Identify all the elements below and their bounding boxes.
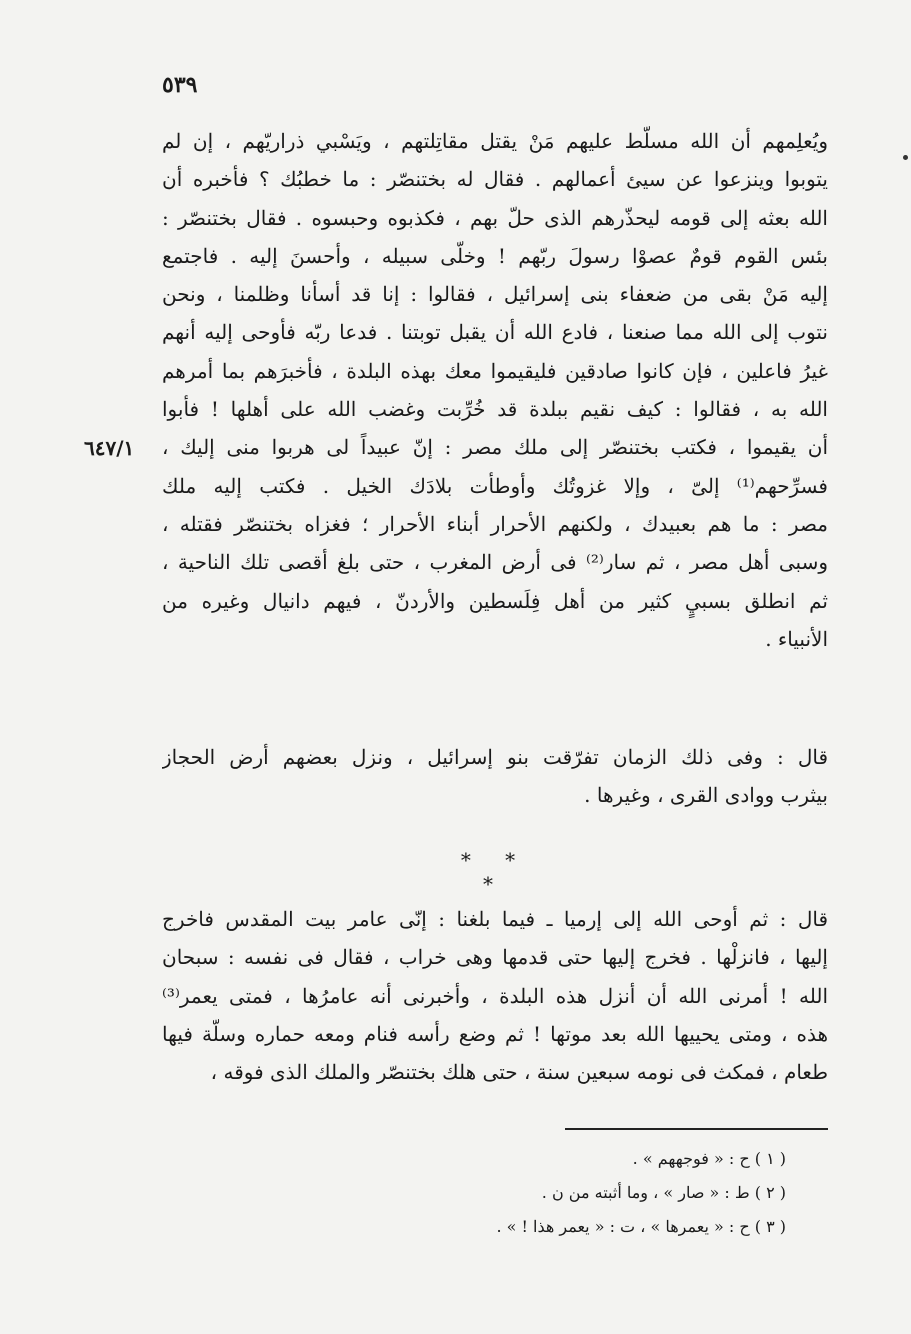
text-line: قال : وفى ذلك الزمان تفرّقت بنو إسرائيل ، ونزل بعضهم أرض الحجاز — [162, 745, 828, 769]
paragraph-3 — [162, 900, 828, 1091]
paragraph-2 — [162, 738, 828, 815]
footnote: ( ١ ) ح : « فوجههم » . — [632, 1149, 786, 1168]
page-number: ٥٣٩ — [162, 72, 198, 98]
margin-note: ٦٤٧/١ — [84, 436, 135, 460]
footnote: ( ٣ ) ح : « يعمرها » ، ت : « يعمر هذا ! » . — [496, 1217, 786, 1236]
text-line: الأنبياء . — [765, 626, 828, 651]
text-line: إليه مَنْ بقى من ضعفاء بنى إسرائيل ، فقالوا : إنا قد أسأنا وظلمنا ، ونحن — [162, 282, 828, 307]
text-line: ويُعلِمهم أن الله مسلّط عليهم مَنْ يقتل مقاتِلتهم ، ويَسْبي ذراريّهم ، إن لم — [162, 129, 828, 153]
text-line: بيثرب ووادى القرى ، وغيرها . — [584, 783, 828, 808]
text-line: أن يقيموا ، فكتب بختنصّر إلى ملك مصر : إنّ عبيداً لى هربوا منى إليك ، — [162, 435, 828, 460]
paragraph-1 — [162, 122, 828, 658]
text-line: إليها ، فانزلْها . فخرج إليها حتى قدمها وهى خراب ، فقال فى نفسه : سبحان — [162, 945, 828, 970]
text-line: وسبى أهل مصر ، ثم سار⁽²⁾ فى أرض المغرب ، حتى بلغ أقصى تلك الناحية ، — [162, 550, 828, 575]
footnotes — [420, 1142, 786, 1244]
text-line: طعام ، فمكث فى نومه سبعين سنة ، حتى هلك بختنصّر والملك الذى فوقه ، — [210, 1060, 828, 1085]
text-line: هذه ، ومتى يحييها الله بعد موتها ! ثم وضع رأسه فنام ومعه حماره وسلّة فيها — [162, 1021, 828, 1046]
text-line: قال : ثم أوحى الله إلى إرميا ـ فيما بلغنا : إنّى عامر بيت المقدس فاخرج — [162, 907, 828, 931]
text-line: ثم انطلق بسبيٍ كثير من أهل فِلَسطين والأردنّ ، فيهم دانيال وغيره من — [162, 588, 828, 613]
footnote-divider — [565, 1128, 828, 1130]
text-line: بئس القوم قومٌ عصوْا رسولَ ربّهم ! وخلّى سبيله ، وأحسنَ إليه . فاجتمع — [162, 243, 828, 268]
margin-dot — [903, 155, 908, 160]
text-line: مصر : ما هم بعبيدك ، ولكنهم الأحرار أبناء الأحرار ؛ فغزاه بختنصّر فقتله ، — [162, 511, 828, 536]
section-separator: * * * — [460, 848, 530, 896]
text-line: فسرِّحهم⁽¹⁾ إلىّ ، وإلا غزوتُك وأوطأت بلادَك الخيل . فكتب إليه ملك — [162, 473, 828, 498]
text-line: الله به ، فقالوا : كيف نقيم ببلدة قد خُرِّبت وغضب الله على أهلها ! فأبوا — [162, 397, 828, 422]
text-line: نتوب إلى الله مما صنعنا ، فادع الله أن يقبل توبتنا . فدعا ربّه فأوحى إليه أنهم — [162, 320, 828, 345]
text-line: غيرُ فاعلين ، فإن كانوا صادقين فليقيموا معك بهذه البلدة ، فأخبرَهم بما أمرهم — [162, 358, 828, 383]
text-line: يتوبوا وينزعوا عن سيئ أعمالهم . فقال له بختنصّر : ما خطبُك ؟ فأخبره أن — [162, 167, 828, 192]
footnote: ( ٢ ) ط : « صار » ، وما أثبته من ن . — [541, 1183, 786, 1202]
text-line: الله ! أمرنى الله أن أنزل هذه البلدة ، وأخبرنى أنه عامرُها ، فمتى يعمر⁽³⁾ — [162, 983, 828, 1008]
text-line: الله بعثه إلى قومه ليحذّرهم الذى حلّ بهم ، فكذبوه وحبسوه . فقال بختنصّر : — [162, 205, 828, 230]
